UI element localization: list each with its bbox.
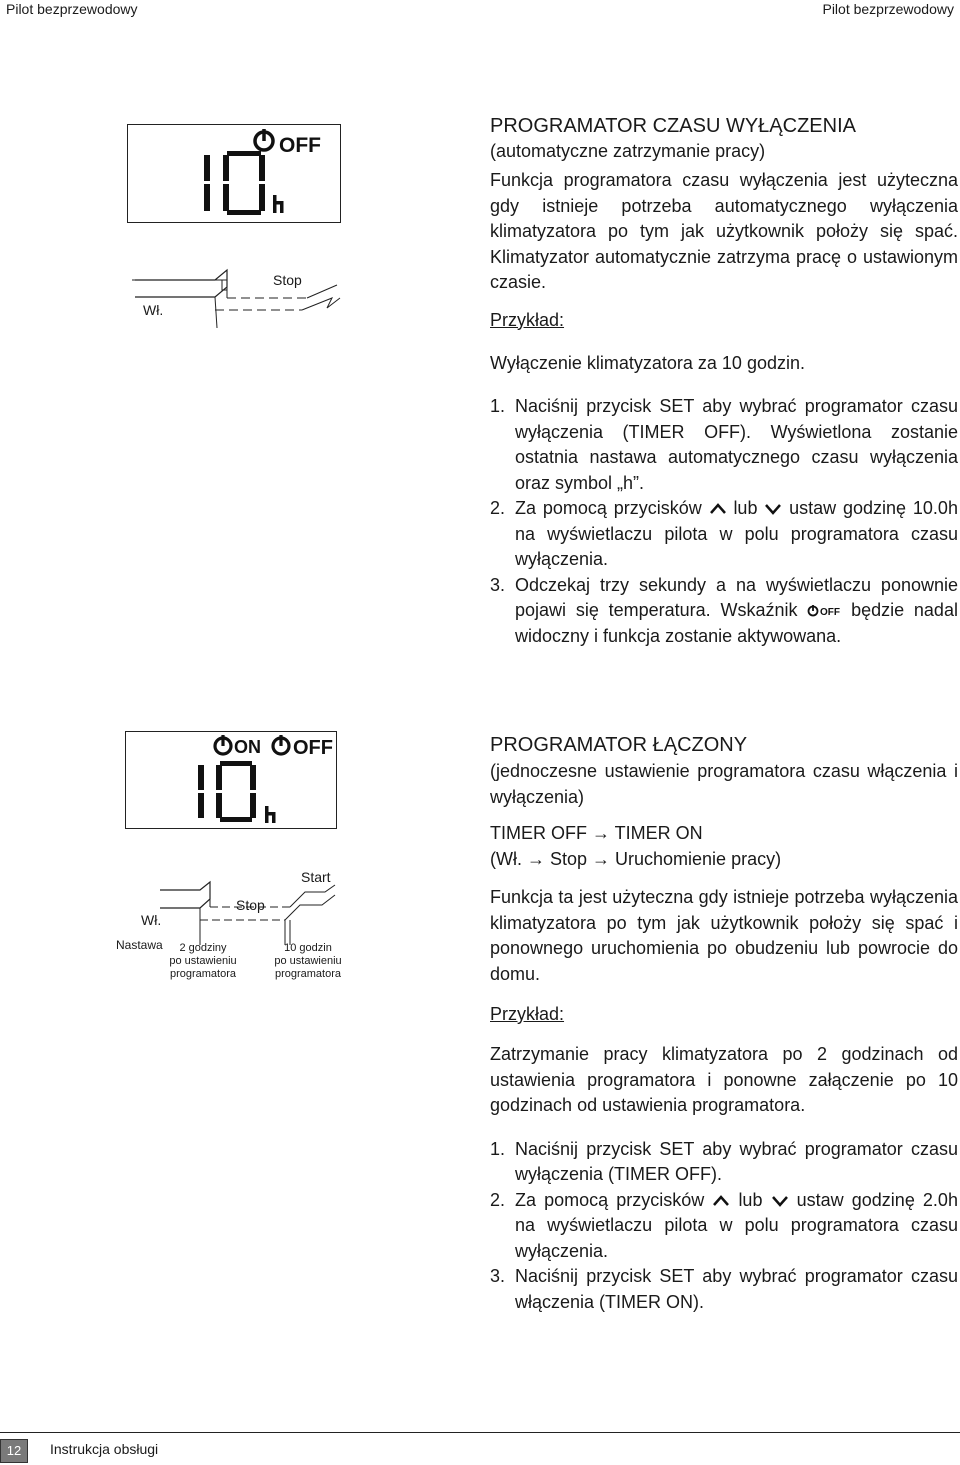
section2-example-label: Przykład: xyxy=(490,1004,565,1024)
lcd-graphic xyxy=(128,125,340,222)
footer-divider xyxy=(0,1432,960,1433)
section2-steps xyxy=(490,1137,958,1316)
section2-sequence-1: TIMER OFF → TIMER ON xyxy=(490,823,703,843)
off-indicator: OFF xyxy=(279,134,321,157)
combined-timer-display xyxy=(125,731,337,829)
list-item: 3. Odczekaj trzy sekundy a na wyświetlaczu ponownie pojawi się temperatura. Wskaźnik OFF będzie nadal widoczny i funkcja zostanie aktywowana. xyxy=(490,574,958,646)
section2-title: PROGRAMATOR ŁĄCZONY xyxy=(490,734,748,756)
chevron-down-icon xyxy=(764,503,782,515)
on-indicator: ON xyxy=(234,737,261,757)
chevron-up-icon xyxy=(712,1195,730,1207)
graph2-label-stop: Stop xyxy=(236,897,265,913)
graph2-label-on: Wł. xyxy=(141,912,162,928)
graph2-label-2h: 2 godziny po ustawieniu programatora xyxy=(169,942,237,980)
header-right: Pilot bezprzewodowy xyxy=(822,1,954,17)
section2-description: Funkcja ta jest użyteczna gdy istnieje potrzeba wyłączenia klimatyzatora po tym jak użytkownik położy się spać i ponownego uruchomienia po obudzeniu lub powrocie do domu. xyxy=(490,887,958,984)
section1-subtitle: (automatyczne zatrzymanie pracy) xyxy=(490,141,766,161)
section1-description: Funkcja programatora czasu wyłączenia jest użyteczna gdy istnieje potrzeba automatycznego wyłączenia klimatyzatora po tym jak użytkownik położy się spać. Klimatyzator automatycznie zatrzyma pracę o ustawionym czasie. xyxy=(490,170,958,292)
list-item: 3. Naciśnij przycisk SET aby wybrać programator czasu włączenia (TIMER ON). xyxy=(490,1266,958,1312)
section1-steps xyxy=(490,394,958,649)
section1-text xyxy=(490,114,958,649)
page-number: 12 xyxy=(0,1439,28,1463)
svg-text:OFF: OFF xyxy=(820,607,841,619)
list-item: 2. Za pomocą przycisków lub ustaw godzinę 2.0h na wyświetlaczu pilota w polu programatora czasu wyłączenia. xyxy=(490,1189,958,1261)
timer-off-display xyxy=(127,124,341,223)
timer-off-graph xyxy=(127,250,352,335)
graph1-label-stop: Stop xyxy=(273,272,302,288)
graph2-label-setting: Nastawa xyxy=(116,938,163,952)
list-item: 1. Naciśnij przycisk SET aby wybrać programator czasu wyłączenia (TIMER OFF). Wyświetlona zostanie ostatnia nastawa automatycznego czasu wyłączenia oraz symbol „h”. xyxy=(490,396,958,493)
section1-example-text: Wyłączenie klimatyzatora za 10 godzin. xyxy=(490,352,805,373)
list-item: 1. Naciśnij przycisk SET aby wybrać programator czasu wyłączenia (TIMER OFF). xyxy=(490,1138,958,1184)
chevron-up-icon xyxy=(709,503,727,515)
off-indicator: OFF xyxy=(293,737,333,759)
timer-off-icon xyxy=(807,604,841,618)
lcd-graphic xyxy=(126,732,336,828)
list-item: 2. Za pomocą przycisków lub ustaw godzinę 10.0h na wyświetlaczu pilota w polu programatora czasu wyłączenia. xyxy=(490,498,958,569)
graph1-label-on: Wł. xyxy=(143,302,164,318)
manual-label: Instrukcja obsługi xyxy=(50,1441,159,1457)
section2-subtitle: (jednoczesne ustawienie programatora czasu włączenia i wyłączenia) xyxy=(490,761,958,807)
clock-icon xyxy=(255,129,273,150)
section2-sequence-2: (Wł. → Stop → Uruchomienie pracy) xyxy=(490,848,782,869)
graph2-label-10h: 10 godzin po ustawieniu programatora xyxy=(274,942,342,980)
section2-example-text: Zatrzymanie pracy klimatyzatora po 2 godzinach od ustawienia programatora i ponowne załączenie po 10 godzinach od ustawienia programatora. xyxy=(490,1044,958,1115)
section1-example-label: Przykład: xyxy=(490,309,565,330)
clock-icon xyxy=(273,735,289,754)
section1-title: PROGRAMATOR CZASU WYŁĄCZENIA xyxy=(490,115,856,137)
header-left: Pilot bezprzewodowy xyxy=(6,1,138,17)
clock-icon xyxy=(215,735,231,754)
section2-text xyxy=(490,733,958,1315)
chevron-down-icon xyxy=(771,1195,789,1207)
graph2-label-start: Start xyxy=(301,869,331,885)
